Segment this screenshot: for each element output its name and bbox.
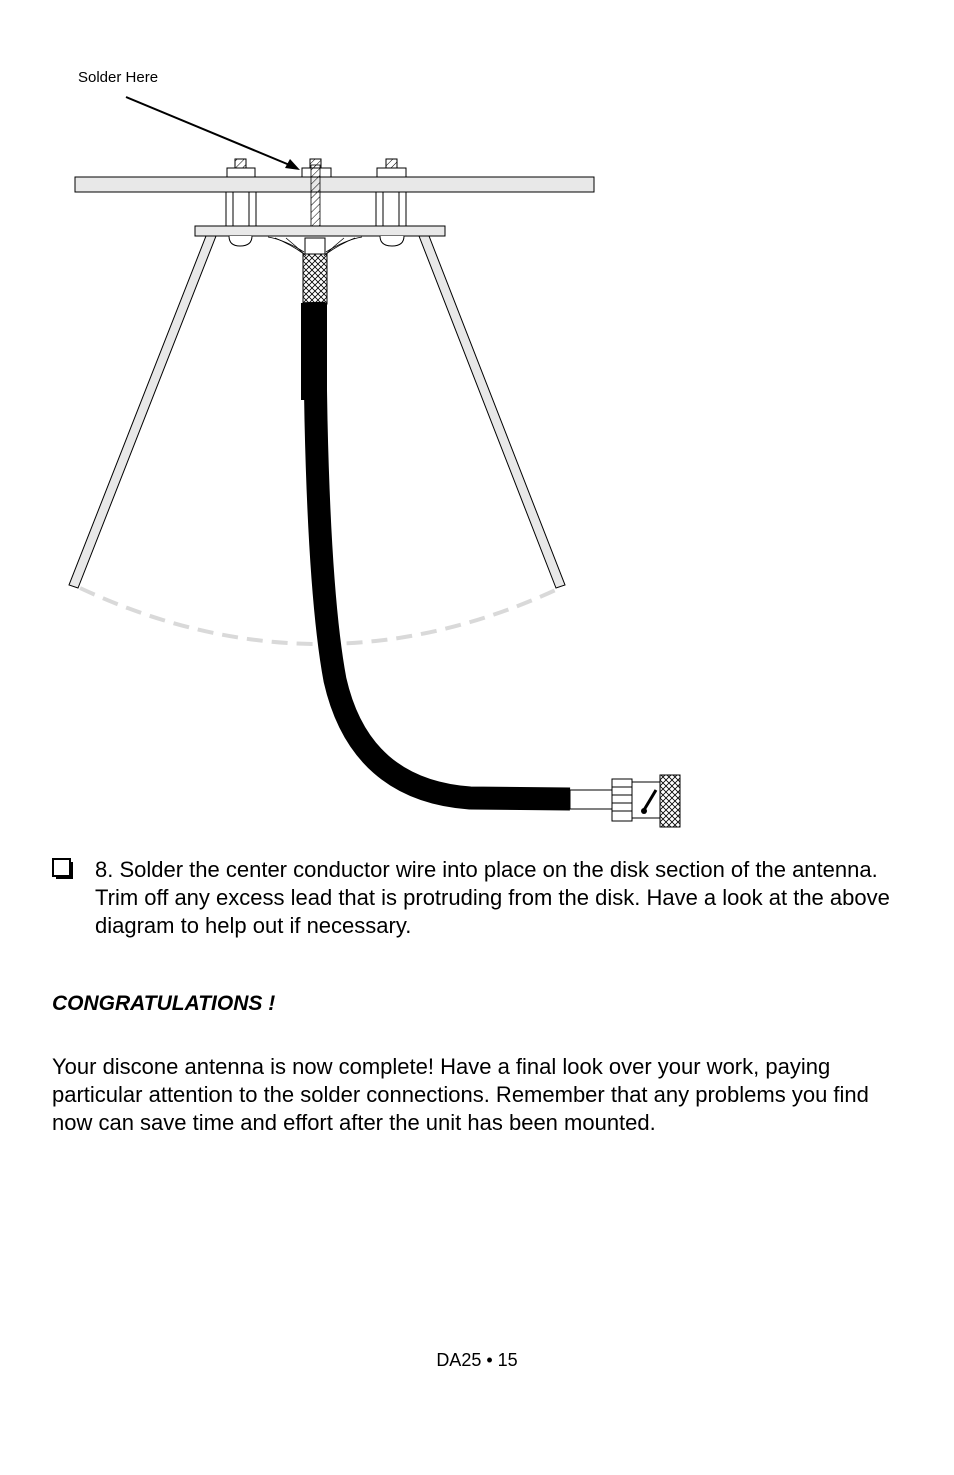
checkbox-icon[interactable] bbox=[52, 858, 74, 880]
cone-element-right bbox=[419, 236, 565, 588]
shrink-collar bbox=[305, 238, 325, 254]
coax-braid bbox=[303, 254, 327, 304]
coax-cable bbox=[314, 302, 570, 799]
nut-right bbox=[377, 159, 406, 177]
callout-arrow bbox=[126, 97, 300, 170]
solder-here-label: Solder Here bbox=[78, 69, 159, 86]
standoff-left bbox=[226, 192, 256, 226]
step-8 bbox=[52, 856, 912, 940]
standoff-right bbox=[376, 192, 406, 226]
disk-plate bbox=[75, 177, 594, 192]
nut-left bbox=[227, 159, 255, 177]
completion-paragraph: Your discone antenna is now complete! Have a final look over your work, paying particular attention to the solder connections. Remember that any problems you find now can save time and effort after the unit has been mounted. bbox=[52, 1054, 869, 1135]
lug-left bbox=[229, 236, 252, 246]
center-conductor bbox=[311, 165, 320, 227]
heat-shrink-sleeve bbox=[301, 303, 327, 400]
page-footer: DA25 • 15 bbox=[436, 1350, 518, 1370]
cone-element-left bbox=[69, 236, 216, 588]
congratulations-heading: CONGRATULATIONS ! bbox=[52, 992, 276, 1015]
coax-connector bbox=[570, 775, 680, 827]
step-8-text: 8. Solder the center conductor wire into place on the disk section of the antenna. Trim off any excess lead that is protruding from the disk. Have a look at the above diagram to help out if necessary. bbox=[95, 857, 890, 938]
hub-plate bbox=[195, 226, 445, 236]
lug-right bbox=[380, 236, 404, 246]
